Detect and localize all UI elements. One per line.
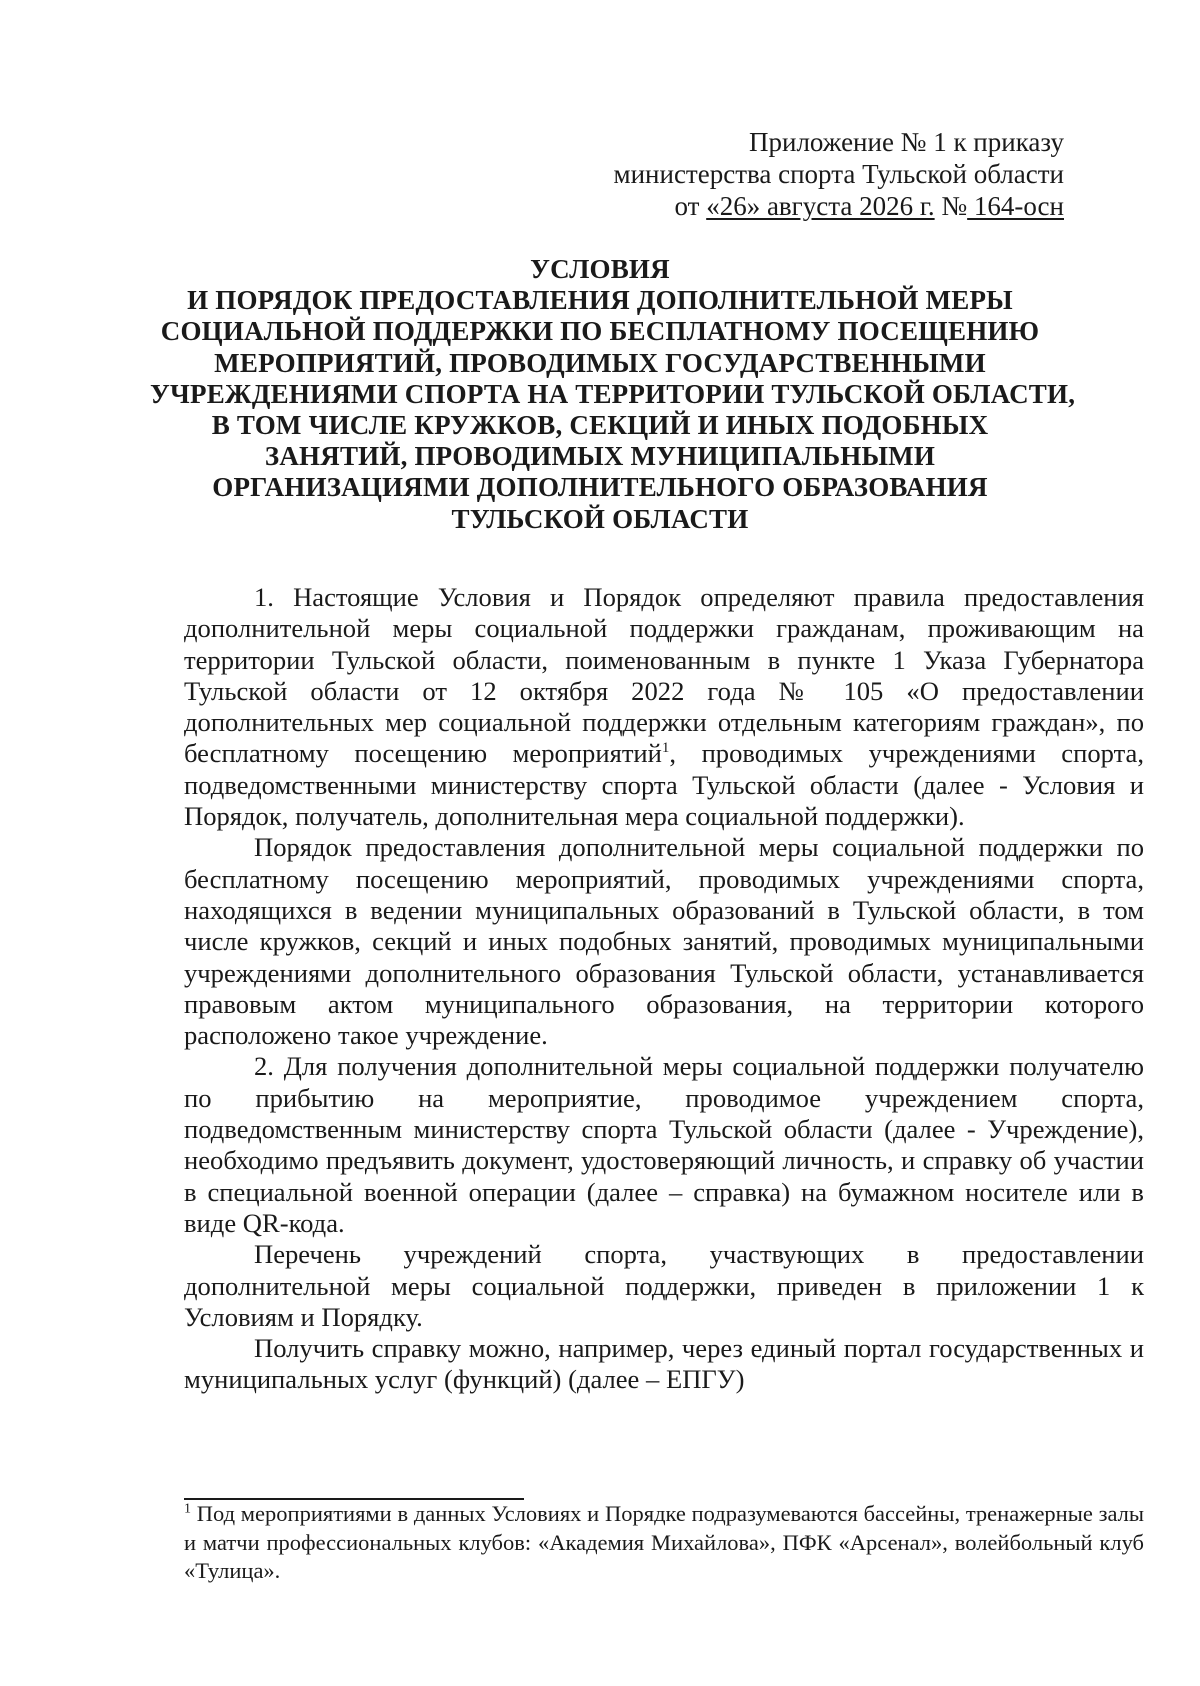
header-order-line: [544, 190, 1064, 222]
title-line: МЕРОПРИЯТИЙ, ПРОВОДИМЫХ ГОСУДАРСТВЕННЫМИ: [214, 347, 986, 378]
footnote-reference: 1: [661, 740, 670, 757]
footnote-text: Под мероприятиями в данных Условиях и Порядке подразумеваются бассейны, тренажерные залы и матчи профессиональных клубов: «Академия Михайлова», ПФК «Арсенал», волейбольный клуб «Тулица».: [184, 1501, 1144, 1583]
footnote-marker: 1: [184, 1501, 191, 1517]
title-line: В ТОМ ЧИСЛЕ КРУЖКОВ, СЕКЦИЙ И ИНЫХ ПОДОБНЫХ: [211, 410, 989, 441]
paragraph-5: Получить справку можно, например, через единый портал государственных и муниципальных услуг (функций) (далее – ЕПГУ): [184, 1333, 1144, 1395]
document-body: [184, 582, 1144, 1396]
paragraph-3: 2. Для получения дополнительной меры социальной поддержки получателю по прибытию на мероприятие, проводимое учреждением спорта, подведомственным министерству спорта Тульской области (далее - Учреждение), необходимо предъявить документ, удостоверяющий личность, и справку об участии в специальной военной операции (далее – справка) на бумажном носителе или в виде QR-кода.: [184, 1051, 1144, 1238]
header-appendix-line: Приложение № 1 к приказу: [749, 127, 1064, 157]
footnote: [184, 1500, 1144, 1586]
header-ministry-line: министерства спорта Тульской области: [613, 159, 1064, 189]
paragraph-1-text-end: , проводимых учреждениями спорта, подведомственными министерству спорта Тульской области (далее - Условия и Порядок, получатель, дополнительная мера социальной поддержки).: [184, 738, 1144, 832]
document-header: [544, 126, 1064, 222]
title-line: И ПОРЯДОК ПРЕДОСТАВЛЕНИЯ ДОПОЛНИТЕЛЬНОЙ МЕРЫ: [187, 285, 1013, 316]
paragraph-4: Перечень учреждений спорта, участвующих в предоставлении дополнительной меры социальной поддержки, приведен в приложении 1 к Условиям и Порядку.: [184, 1239, 1144, 1332]
title-line: УЧРЕЖДЕНИЯМИ СПОРТА НА ТЕРРИТОРИИ ТУЛЬСКОЙ ОБЛАСТИ,: [150, 378, 1076, 409]
header-order-number-sign: №: [934, 191, 968, 221]
title-line: СОЦИАЛЬНОЙ ПОДДЕРЖКИ ПО БЕСПЛАТНОМУ ПОСЕЩЕНИЮ: [160, 316, 1040, 347]
paragraph-1-text-start: 1. Настоящие Условия и Порядок определяют правила предоставления дополнительной меры социальной поддержки гражданам, проживающим на территории Тульской области, поименованным в пункте 1 Указа Губернатора Тульской области от 12 октября 2022 года № 105 «О предоставлении дополнительных мер социальной поддержки отдельным категориям граждан», по бесплатному посещению мероприятий: [184, 582, 1144, 769]
title-line: ОРГАНИЗАЦИЯМИ ДОПОЛНИТЕЛЬНОГО ОБРАЗОВАНИЯ: [212, 472, 988, 503]
paragraph-2: Порядок предоставления дополнительной меры социальной поддержки по бесплатному посещению мероприятий, проводимых учреждениями спорта, находящихся в ведении муниципальных образований в Тульской области, в том числе кружков, секций и иных подобных занятий, проводимых муниципальными учреждениями дополнительного образования Тульской области, устанавливается правовым актом муниципального образования, на территории которого расположено такое учреждение.: [184, 832, 1144, 1051]
title-line: УСЛОВИЯ: [530, 254, 670, 284]
title-line: ТУЛЬСКОЙ ОБЛАСТИ: [451, 503, 749, 534]
document-title: [150, 254, 1076, 535]
header-order-prefix: от: [674, 191, 707, 221]
title-line: ЗАНЯТИЙ, ПРОВОДИМЫХ МУНИЦИПАЛЬНЫМИ: [264, 441, 936, 472]
header-order-date: «26» августа 2026 г.: [706, 191, 935, 221]
header-order-number: 164-осн: [967, 191, 1064, 221]
paragraph-1: [184, 582, 1144, 832]
